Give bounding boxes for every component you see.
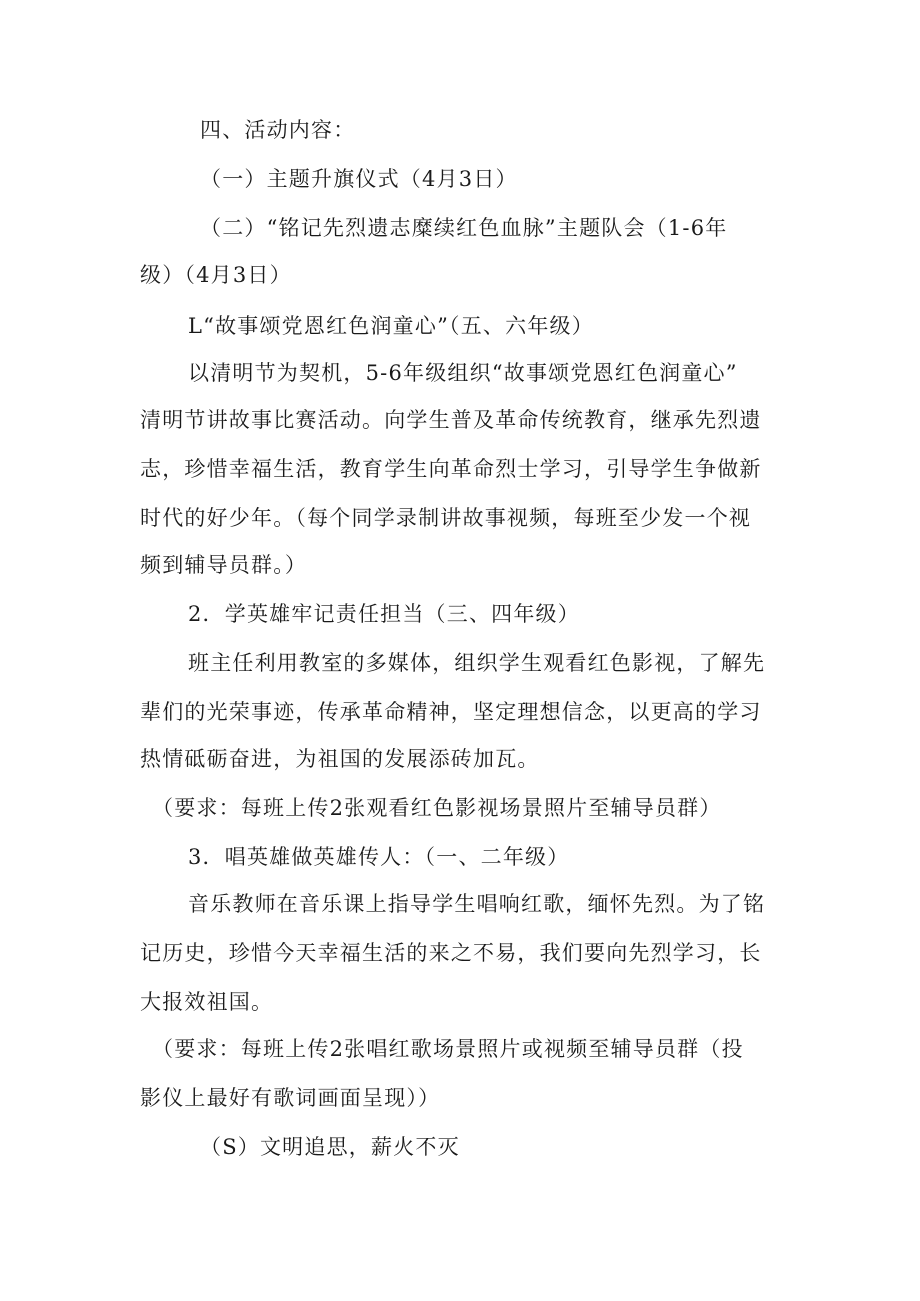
item-2-body-line-1: 班主任利用教室的多媒体，组织学生观看红色影视，了解先 — [188, 651, 766, 675]
item-3-body-line-2: 记历史，珍惜今天幸福生活的来之不易，我们要向先烈学习，长 — [140, 941, 762, 965]
item-1-body-line-5: 频到辅导员群。） — [140, 553, 308, 577]
item-1-body-line-3: 志，珍惜幸福生活，教育学生向革命烈士学习，引导学生争做新 — [140, 457, 762, 481]
item-3-requirement-line-1: （要求：每班上传2张唱红歌场景照片或视频至辅导员群（投 — [152, 1037, 744, 1061]
item-1-body-line-1: 以清明节为契机，5-6年级组织“故事颂党恩红色润童心” — [188, 361, 738, 385]
item-1-body-line-2: 清明节讲故事比赛活动。向学生普及革命传统教育，继承先烈遗 — [140, 408, 762, 432]
subsection-civilized-memorial: （S）文明追思，薪火不灭 — [200, 1135, 460, 1159]
item-3-body-line-3: 大报效祖国。 — [140, 990, 274, 1014]
section-heading: 四、活动内容： — [200, 118, 356, 142]
subsection-team-meeting-line-2: 级）（4月3日） — [140, 263, 292, 287]
item-3-requirement-line-2: 影仪上最好有歌词画面呈现）） — [140, 1086, 441, 1110]
item-2-requirement: （要求：每班上传2张观看红色影视场景照片至辅导员群） — [152, 796, 722, 820]
item-1-body-line-4: 时代的好少年。（每个同学录制讲故事视频，每班至少发一个视 — [140, 506, 752, 530]
subsection-flag-ceremony: （一）主题升旗仪式（4月3日） — [200, 167, 518, 191]
item-2-title: 2．学英雄牢记责任担当（三、四年级） — [188, 602, 580, 626]
subsection-team-meeting-line-1: （二）“铭记先烈遗志糜续红色血脉”主题队会（1-6年 — [200, 216, 728, 240]
item-2-body-line-3: 热情砥砺奋进，为祖国的发展添砖加瓦。 — [140, 747, 540, 771]
item-2-body-line-2: 辈们的光荣事迹，传承革命精神，坚定理想信念，以更高的学习 — [140, 700, 762, 724]
item-3-body-line-1: 音乐教师在音乐课上指导学生唱响红歌，缅怀先烈。为了铭 — [188, 892, 766, 916]
item-3-title: 3．唱英雄做英雄传人：（一、二年级） — [188, 845, 570, 869]
item-1-title: L“故事颂党恩红色润童心”（五、六年级） — [188, 314, 594, 338]
